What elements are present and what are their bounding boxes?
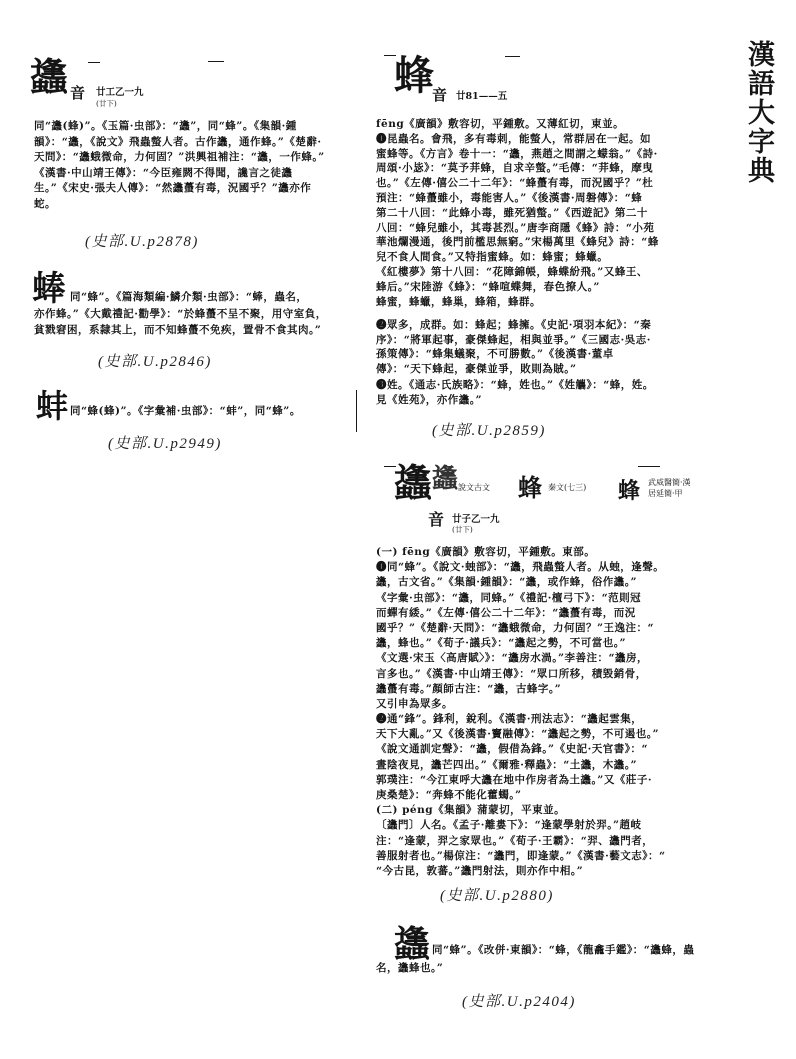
sound-mark: 音 bbox=[428, 510, 445, 529]
text-line: 蠭，古文省。”《集韻·鍾韻》：“蠭，或作蜂，俗作蠭。” bbox=[376, 576, 638, 589]
text-line: 亦作蜂。”《大戴禮記·勸學》：“於蜂蠆不呈不聚，用守室負， bbox=[34, 308, 327, 320]
headword: 蜂 bbox=[394, 52, 434, 99]
headword: 蜯 bbox=[32, 269, 66, 309]
index-code: 廿工乙一九 bbox=[96, 87, 144, 98]
headword: 蚌 bbox=[36, 387, 69, 425]
variant-glyph: 蠭 bbox=[432, 464, 459, 494]
text-line: (一) fēng《廣韻》敷容切，平鍾敷。東部。 bbox=[376, 546, 596, 558]
text-line: 言多也。”《漢書·中山靖王傳》：“眾口所移，積毀銷骨， bbox=[376, 667, 647, 680]
entry-body bbox=[376, 545, 718, 881]
text-line: 天下大亂。”又《後漢書·竇融傳》：“蠭起之勢，不可遏也。” bbox=[376, 728, 660, 741]
sound-mark: 音 bbox=[70, 84, 86, 102]
text-line: ❸姓。《通志·氏族略》：“蜂，姓也。”《姓觿》：“蜂，姓。 bbox=[376, 379, 654, 391]
text-line: 生。”《宋史·張夫人傳》：“然蠭蠆有毒，況國乎？”蠭亦作 bbox=[34, 182, 312, 194]
index-code-sub: (廿下) bbox=[96, 99, 117, 108]
text-line: 〔蠭門〕人名。《孟子·離婁下》：“逢蒙學射於羿。”趙岐 bbox=[376, 819, 642, 832]
text-line: 善服射者也。”楊倞注：“蠭門，即逢蒙。”《漢書·藝文志》：“ bbox=[376, 849, 666, 862]
text-line: 周頌·小毖》：“莫予荓蜂，自求辛螫。”毛傳：“荓蜂，摩曳 bbox=[376, 162, 654, 175]
text-line: 兒不食人間食。”又特指蜜蜂。如：蜂蜜；蜂蠟。 bbox=[376, 251, 609, 264]
entry-first-line: 同“蜂(蜂)”。《字彙補·虫部》：“蚌”，同“蜂”。 bbox=[70, 405, 301, 417]
variant-source: 說文古文 bbox=[458, 483, 490, 492]
text-line: 蠭，蜂也。”《荀子·議兵》：“蠭起之勢，不可當也。” bbox=[376, 637, 627, 650]
sound-mark: 音 bbox=[432, 86, 448, 104]
text-line: 第二十八回：“此蜂小毒，雖死猶螫。”《西遊記》第二十 bbox=[376, 206, 648, 219]
handwritten-note: (史部.U.p2404) bbox=[462, 994, 576, 1010]
index-code: 廿81——五 bbox=[456, 91, 508, 102]
text-line: 同“蠭(蜂)”。《玉篇·虫部》：“蠭”，同“蜂”。《集韻·鍾 bbox=[34, 120, 297, 132]
headword: 蠭 bbox=[30, 54, 69, 99]
text-line: 蛇。 bbox=[34, 197, 56, 210]
text-line: 蜂蜜，蜂蠟，蜂巢，蜂箱，蜂群。 bbox=[376, 295, 541, 308]
text-line: 華池爛漫通，後門前檻思無窮。”宋楊萬里《蜂兒》詩：“蜂 bbox=[376, 236, 659, 249]
entry-body-sense bbox=[376, 318, 718, 377]
text-line: 庚桑楚》：“奔蜂不能化藿蠋。” bbox=[376, 789, 522, 801]
text-line: 貧戮窘困，系隸其上，而不知蜂蠆不免疾，置骨不食其肉。” bbox=[34, 324, 322, 336]
text-line: 孫策傳》：“蜂集蟻聚，不可勝數。”《後漢書·董卓 bbox=[376, 348, 614, 361]
handwritten-note: (史部.U.p2949) bbox=[108, 436, 222, 452]
text-line: 八回：“蜂兒雖小，其毒甚烈。”唐李商隱《蜂》詩：“小苑 bbox=[376, 221, 655, 234]
text-line: 傳》：“天下蜂起，豪傑並爭，敗則為賊。” bbox=[376, 362, 577, 375]
entry-first-line: 同“蜂”。《篇海類編·鱗介類·虫部》：“蜯，蟲名， bbox=[70, 291, 308, 303]
book-title: 漢語大字典 bbox=[743, 40, 774, 185]
index-code-sub: (廿下) bbox=[452, 525, 473, 534]
handwritten-note: (史部.U.p2846) bbox=[98, 354, 212, 370]
variant-glyph: 蜂 bbox=[518, 473, 542, 502]
text-line: ❶昆蟲名。會飛，多有毒刺，能螫人，常群居在一起。如 bbox=[376, 132, 651, 145]
variant-source: 武威醫簡·漢 bbox=[648, 478, 691, 487]
entry-body bbox=[34, 119, 346, 215]
text-line: 《字彙·虫部》：“蠭，同蜂。”《禮記·檀弓下》：“范則冠 bbox=[376, 591, 642, 604]
variant-source: 秦文(七三) bbox=[548, 483, 587, 492]
text-line: 蜂后。”宋陸游《蜂》：“蜂喧蝶舞，春色撩人。” bbox=[376, 280, 600, 293]
text-line: 序》：“將軍起事，豪傑蜂起，相與並爭。”《三國志·吳志· bbox=[376, 333, 651, 346]
text-line: 也。”《左傳·僖公二十二年》：“蜂蠆有毒，而況國乎？”杜 bbox=[376, 177, 654, 190]
handwritten-note: (史部.U.p2880) bbox=[440, 888, 554, 904]
entry-body bbox=[34, 306, 346, 340]
variant-glyph: 蜂 bbox=[618, 478, 641, 504]
text-line: 蠭蠆有毒。”顏師古注：“蠭，古蜂字。” bbox=[376, 682, 562, 695]
text-line: 又引申為眾多。 bbox=[376, 697, 453, 710]
text-line: 見《姓苑》，亦作蠭。” bbox=[376, 394, 483, 406]
crop-mark bbox=[505, 56, 520, 57]
handwritten-note: (史部.U.p2859) bbox=[432, 423, 546, 439]
text-line: 名，蠭蜂也。” bbox=[376, 962, 444, 974]
text-line: 國乎？”《楚辭·天問》：“蠭蛾微命，力何固？”王逸注：“ bbox=[376, 621, 655, 634]
entry-first-line: 同“蜂”。《改併·東韻》：“蜂，《龍龕手鑑》：“蠭蜂，蟲 bbox=[432, 944, 695, 956]
text-line: 天問》：“蠭蛾微命，力何固？”洪興祖補注：“蠭，一作蜂。” bbox=[34, 151, 325, 163]
text-line: 《文選·宋玉〈高唐賦〉》：“蠭房水渦。”李善注：“蠭房， bbox=[376, 652, 649, 665]
crop-mark bbox=[208, 61, 224, 62]
text-line: 韻》：“蠭，《說文》飛蟲螫人者。古作蠭，通作蜂。”《楚辭· bbox=[34, 135, 322, 148]
entry-body bbox=[376, 960, 718, 976]
margin-rule bbox=[356, 390, 357, 432]
crop-mark bbox=[638, 466, 660, 467]
text-line: 而蟬有緌。”《左傳·僖公二十二年》：“蠭蠆有毒，而況 bbox=[376, 606, 636, 619]
text-line: 預注：“蜂蠆雖小，毒能害人。”《後漢書·周磐傳》：“蜂 bbox=[376, 191, 643, 204]
text-line: 《漢書·中山靖王傳》：“今臣雍閼不得聞，讒言之徒蠭 bbox=[34, 166, 293, 179]
text-line: (二) péng《集韻》蒲蒙切，平東並。 bbox=[376, 804, 566, 817]
handwritten-note: (史部.U.p2878) bbox=[85, 234, 199, 250]
text-line: 注：“逢蒙，羿之家眾也。”《荀子·王霸》：“羿、蠭門者， bbox=[376, 834, 654, 847]
text-line: 《說文通訓定聲》：“蠭，假借為鋒。”《史記·天官書》：“ bbox=[376, 743, 649, 756]
text-line: “今古昆，敦蕃。”蠭門射法，則亦作中相。” bbox=[376, 864, 584, 877]
text-line: 郭璞注：“今江東呼大蠭在地中作房者為土蠭。”又《莊子· bbox=[376, 773, 652, 786]
variant-source: 居延簡·甲 bbox=[648, 489, 683, 498]
headword: 蠭 bbox=[394, 460, 433, 505]
entry-body-sense bbox=[376, 117, 718, 311]
text-line: fēng《廣韻》敷容切，平鍾敷。又薄紅切，東並。 bbox=[376, 118, 625, 130]
text-line: 蜜蜂等。《方言》卷十一：“蠭，燕趙之間謂之蠓翁。”《詩· bbox=[376, 147, 658, 160]
crop-mark bbox=[88, 62, 100, 63]
text-line: 《紅樓夢》第十八回：“花障錦帳，蜂蝶紛飛。”又蜂王、 bbox=[376, 265, 648, 278]
index-code: 廿子乙一九 bbox=[452, 514, 500, 525]
entry-body-sense bbox=[376, 378, 718, 409]
text-line: ❶同“蜂”。《說文·䖵部》：“蠭，飛蟲螫人者。从䖵，逢聲。 bbox=[376, 561, 665, 574]
text-line: ❷眾多，成群。如：蜂起；蜂擁。《史記·項羽本紀》：“秦 bbox=[376, 319, 652, 331]
text-line: ❷通“鋒”。鋒利，銳利。《漢書·刑法志》：“蠭起雲集， bbox=[376, 713, 643, 726]
headword: 蠭 bbox=[394, 923, 431, 965]
text-line: 晝陰夜見，蠭芒四出。”《爾雅·釋蟲》：“土蠭，木蠭。” bbox=[376, 758, 638, 771]
